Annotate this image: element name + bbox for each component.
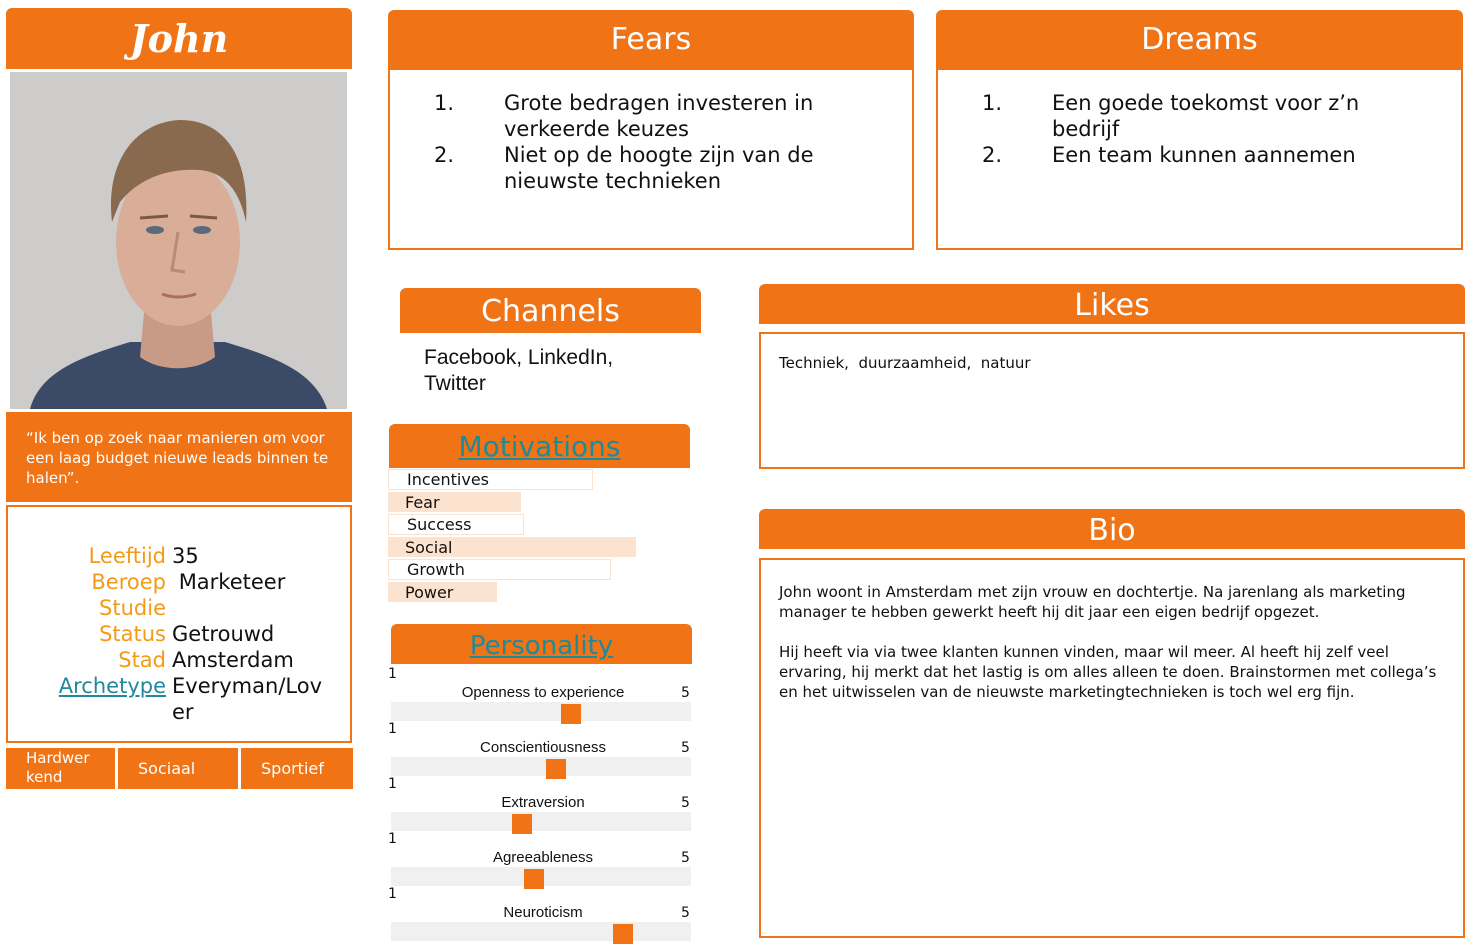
- detail-label[interactable]: Archetype: [58, 674, 166, 698]
- detail-row: [8, 569, 350, 595]
- persona-quote-box: [6, 412, 352, 502]
- detail-row: [8, 647, 350, 673]
- motivation-label: Fear: [405, 492, 440, 512]
- persona-name-header: [6, 8, 352, 69]
- list-item: [434, 142, 872, 194]
- likes-box: [759, 332, 1465, 469]
- trait-track: [391, 922, 691, 941]
- trait-label: Sportief: [261, 759, 324, 778]
- detail-label: Status: [99, 622, 166, 646]
- detail-label: Leeftijd: [88, 544, 166, 568]
- list-number: 2.: [434, 143, 455, 167]
- persona-quote: “Ik ben op zoek naar manieren om voor een laag budget nieuwe leads binnen te halen”.: [26, 429, 329, 487]
- motivation-label: Power: [405, 582, 454, 602]
- persona-details-box: [6, 505, 352, 743]
- motivation-label: Social: [405, 537, 453, 557]
- list-number: 1.: [434, 91, 455, 115]
- motivation-label: Success: [407, 515, 472, 534]
- persona-photo: [10, 72, 347, 409]
- motivations-title[interactable]: Motivations: [458, 430, 621, 463]
- list-text: Een goede toekomst voor z’n bedrijf: [1052, 91, 1360, 141]
- likes-header: [759, 284, 1465, 324]
- trait-name: Extraversion: [501, 794, 585, 811]
- list-number: 1.: [982, 91, 1003, 115]
- detail-value: 35: [172, 544, 199, 568]
- personality-chart: [388, 666, 693, 942]
- trait-marker: [613, 924, 633, 944]
- fears-list: [434, 90, 872, 194]
- trait-name: Neuroticism: [503, 904, 583, 921]
- trait-track: [391, 812, 691, 831]
- trait-track: [391, 702, 691, 721]
- detail-value: Marketeer: [172, 570, 286, 594]
- trait-tab-1: [6, 748, 115, 789]
- motivation-label: Incentives: [407, 470, 490, 489]
- trait-marker: [561, 704, 581, 724]
- motivation-label: Growth: [407, 560, 465, 579]
- trait-marker: [512, 814, 532, 834]
- bio-title: Bio: [1088, 513, 1136, 548]
- personality-header: [391, 624, 692, 664]
- scale-min-label: 1: [388, 666, 397, 682]
- detail-value: Amsterdam: [172, 648, 294, 672]
- persona-name: John: [129, 16, 229, 61]
- list-item: [982, 90, 1421, 142]
- trait-name: Openness to experience: [461, 684, 625, 701]
- person-portrait-icon: [10, 72, 347, 409]
- trait-label: Sociaal: [138, 759, 196, 778]
- list-number: 2.: [982, 143, 1003, 167]
- channels-title: Channels: [481, 294, 620, 329]
- fears-title: Fears: [610, 22, 692, 57]
- scale-max-label: 5: [681, 740, 690, 756]
- channels-text: Facebook, LinkedIn, Twitter: [424, 346, 614, 395]
- detail-row: [8, 543, 350, 569]
- dreams-header: [936, 10, 1463, 68]
- list-text: Grote bedragen investeren in verkeerde keuzes: [504, 91, 814, 141]
- list-item: [434, 90, 872, 142]
- channels-header: [400, 288, 701, 333]
- scale-max-label: 5: [681, 905, 690, 921]
- trait-label: Hardwerkend: [26, 749, 90, 786]
- personality-title[interactable]: Personality: [469, 631, 614, 661]
- bio-paragraph-2: Hij heeft via via twee klanten kunnen vinden, maar wil meer. Al heeft hij zelf veel ervaring, hij merkt dat het lastig is om alles alleen te doen. Brainstormen met collega’s en het uitwisselen van de nieuwste marketingtechnieken is toch wel erg fijn.: [779, 643, 1437, 701]
- scale-min-label: 1: [388, 886, 397, 902]
- trait-tab-2: [118, 748, 238, 789]
- persona-details: [8, 543, 350, 725]
- trait-tab-3: [241, 748, 353, 789]
- fears-box: [388, 68, 914, 250]
- detail-value: [172, 595, 334, 621]
- detail-row: [8, 595, 350, 621]
- scale-min-label: 1: [388, 721, 397, 737]
- bio-header: [759, 509, 1465, 549]
- detail-label: Beroep: [91, 570, 166, 594]
- motivations-chart: [388, 469, 690, 604]
- dreams-title: Dreams: [1141, 22, 1258, 57]
- trait-marker: [546, 759, 566, 779]
- trait-track: [391, 757, 691, 776]
- detail-row: [8, 673, 350, 725]
- list-item: [982, 142, 1421, 168]
- bio-box: [759, 558, 1465, 938]
- likes-title: Likes: [1074, 288, 1150, 323]
- trait-name: Agreeableness: [492, 849, 594, 866]
- motivations-header: [389, 424, 690, 468]
- detail-row: [8, 621, 350, 647]
- likes-text: Techniek, duurzaamheid, natuur: [779, 354, 1031, 372]
- fears-header: [388, 10, 914, 68]
- detail-label: Studie: [99, 596, 166, 620]
- scale-max-label: 5: [681, 685, 690, 701]
- bio-paragraph-1: John woont in Amsterdam met zijn vrouw en dochtertje. Na jarenlang als marketing manager te hebben gewerkt heeft hij dit jaar een eigen bedrijf opgezet.: [779, 583, 1406, 621]
- detail-value: Everyman/Lover: [172, 674, 322, 724]
- list-text: Niet op de hoogte zijn van de nieuwste technieken: [504, 143, 814, 193]
- scale-max-label: 5: [681, 795, 690, 811]
- scale-max-label: 5: [681, 850, 690, 866]
- detail-label: Stad: [118, 648, 166, 672]
- dreams-list: [982, 90, 1421, 168]
- trait-name: Conscientiousness: [480, 739, 606, 756]
- trait-marker: [524, 869, 544, 889]
- scale-min-label: 1: [388, 831, 397, 847]
- list-text: Een team kunnen aannemen: [1052, 143, 1356, 167]
- detail-value: Getrouwd: [172, 622, 275, 646]
- dreams-box: [936, 68, 1463, 250]
- scale-min-label: 1: [388, 776, 397, 792]
